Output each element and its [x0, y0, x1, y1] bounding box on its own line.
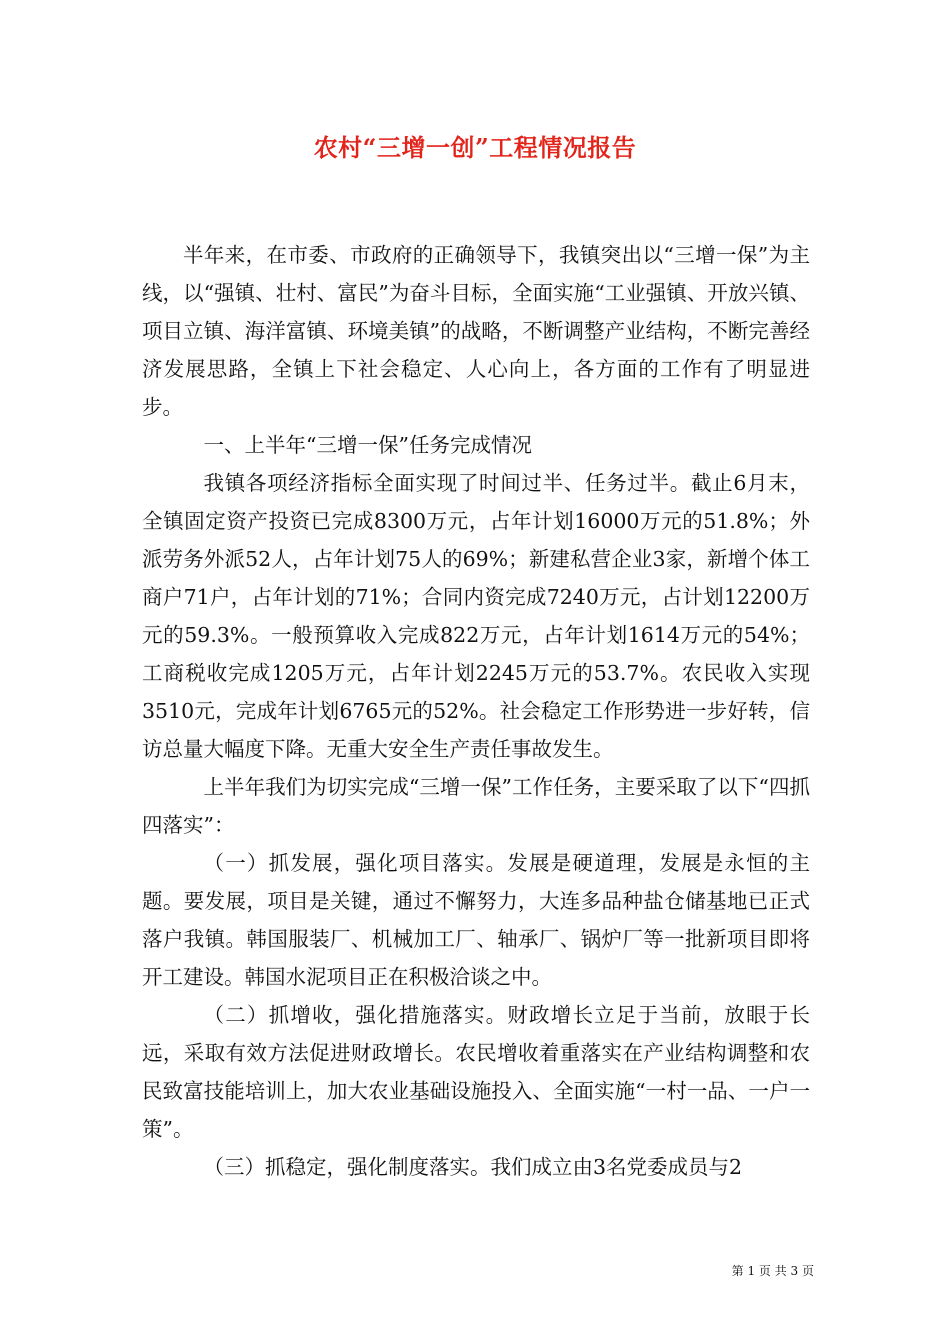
document-body — [142, 236, 810, 1186]
section-heading: 一、上半年“三增一保”任务完成情况 — [203, 433, 532, 457]
document-title: 农村“三增一创”工程情况报告 — [313, 133, 637, 162]
page-number: 第 1 页 共 3 页 — [731, 1264, 814, 1278]
measure-three-paragraph: （三）抓稳定，强化制度落实。我们成立由3名党委成员与2 — [203, 1155, 743, 1179]
intro-paragraph: 半年来，在市委、市政府的正确领导下，我镇突出以“三增一保”为主线，以“强镇、壮村、富民”为奋斗目标，全面实施“工业强镇、开放兴镇、项目立镇、海洋富镇、环境美镇”的战略，不断调整产业结构，不断完善经济发展思路，全镇上下社会稳定、人心向上，各方面的工作有了明显进步。 — [142, 243, 810, 419]
indicators-paragraph: 我镇各项经济指标全面实现了时间过半、任务过半。截止6月末，全镇固定资产投资已完成8300万元，占年计划16000万元的51.8%；外派劳务外派52人，占年计划75人的69%；新建私营企业3家，新增个体工商户71户，占年计划的71%；合同内资完成7240万元，占计划12200万元的59.3%。一般预算收入完成822万元，占年计划1614万元的54%；工商税收完成1205万元，占年计划2245万元的53.7%。农民收入实现3510元，完成年计划6765元的52%。社会稳定工作形势进一步好转，信访总量大幅度下降。无重大安全生产责任事故发生。 — [142, 471, 810, 761]
measures-intro-paragraph: 上半年我们为切实完成“三增一保”工作任务，主要采取了以下“四抓四落实”： — [142, 775, 810, 837]
measure-one-paragraph: （一）抓发展，强化项目落实。发展是硬道理，发展是永恒的主题。要发展，项目是关键，通过不懈努力，大连多品种盐仓储基地已正式落户我镇。韩国服装厂、机械加工厂、轴承厂、锅炉厂等一批新项目即将开工建设。韩国水泥项目正在积极洽谈之中。 — [142, 851, 810, 989]
measure-two-paragraph: （二）抓增收，强化措施落实。财政增长立足于当前，放眼于长远，采取有效方法促进财政增长。农民增收着重落实在产业结构调整和农民致富技能培训上，加大农业基础设施投入、全面实施“一村一品、一户一策”。 — [142, 1003, 810, 1141]
